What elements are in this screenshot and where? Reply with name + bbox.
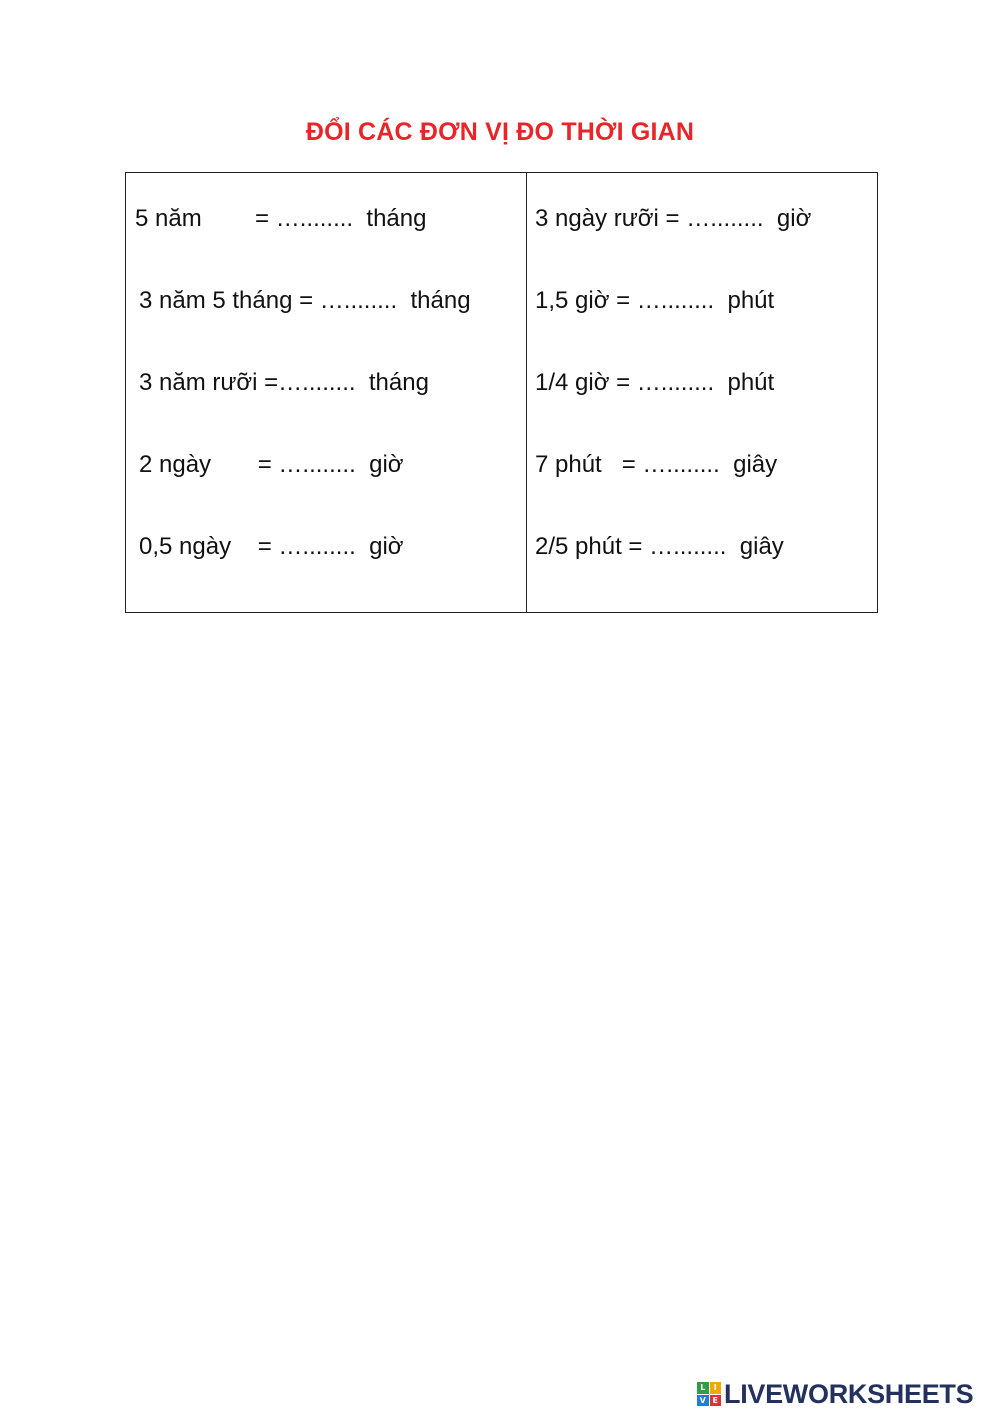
- logo-mark-v: V: [697, 1395, 709, 1407]
- right-item-5: 2/5 phút = …........ giây: [535, 533, 784, 560]
- left-item-3: 3 năm rưỡi =…........ tháng: [139, 369, 429, 396]
- worksheet-title: ĐỔI CÁC ĐƠN VỊ ĐO THỜI GIAN: [305, 118, 695, 146]
- right-item-1: 3 ngày rưỡi = …........ giờ: [535, 205, 812, 232]
- right-item-2: 1,5 giờ = …........ phút: [535, 287, 775, 314]
- logo-mark-icon: [697, 1382, 721, 1406]
- right-item-4: 7 phút = …........ giây: [535, 451, 778, 478]
- column-divider: [526, 173, 527, 612]
- logo-mark-i: I: [710, 1382, 722, 1394]
- liveworksheets-logo: [697, 1377, 973, 1411]
- right-item-3: 1/4 giờ = …........ phút: [535, 369, 775, 396]
- logo-mark-l: L: [697, 1382, 709, 1394]
- logo-text: LIVEWORKSHEETS: [724, 1378, 974, 1409]
- logo-mark-e: E: [710, 1395, 722, 1407]
- left-item-1: 5 năm = …........ tháng: [135, 205, 427, 232]
- conversion-table: [125, 172, 878, 613]
- left-item-5: 0,5 ngày = …........ giờ: [139, 533, 404, 560]
- left-item-4: 2 ngày = …........ giờ: [139, 451, 404, 478]
- left-item-2: 3 năm 5 tháng = …........ tháng: [139, 287, 471, 314]
